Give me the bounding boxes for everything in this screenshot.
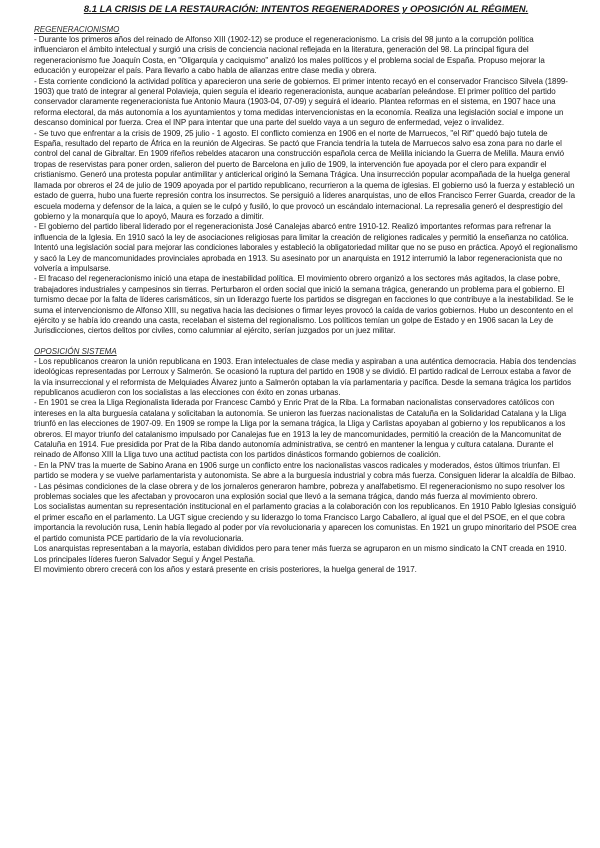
paragraph: - Los republicanos crearon la unión republicana en 1903. Eran intelectuales de clase media y aspiraban a una auténtica democracia. Había dos tendencias ideológicas representadas por Lerroux y Salmerón. Se ocasionó la ruptura del partido en 1908 y se dividió. El partido radical de Lerroux estaba a favor de la vía insurreccional y el reformista de Melquiades Álvarez junto a Salmerón optaban la vía parlamentaria y pacífica. Desde la semana trágica los partidos republicanos acudieron con los socialistas a las elecciones con éxito en zonas urbanas. <box>34 356 577 397</box>
section-regeneracionismo <box>34 25 578 337</box>
section-oposicion-sistema <box>34 347 578 576</box>
paragraph: - En 1901 se crea la Lliga Regionalista liderada por Francesc Cambó y Enric Prat de la Riba. La formaban nacionalistas conservadores católicos con intereses en la alta burguesía catalana y solicitaban la autonomía. Se unieron las fuerzas nacionalistas de Cataluña en la Solidaridad Catalana y la Lliga triunfó en las elecciones de 1907-09. En 1909 se rompe la Lliga por la semana trágica, la Lliga y Carlistas apoyaban al gobierno y los republicanos a los obreros. El mayor triunfo del catalanismo impulsado por Canalejas fue en 1913 la ley de mancomunidades, permitió la creación de la Mancomunitat de Cataluña en 1914. Fue presidida por Prat de la Riba dando autonomía administrativa, se centró en mantener la lengua y cultura catalana. Durante el reinado de Alfonso XIII la Lliga tuvo una actitud pactista con los partidos dinásticos formando gobiernos de coalición. <box>34 398 567 460</box>
paragraph: - El gobierno del partido liberal liderado por el regeneracionista José Canalejas abarcó entre 1910-12. Realizó importantes reformas para refrenar la influencia de la Iglesia. En 1910 sacó la ley de asociaciones religiosas para limitar la creación de religiones radicales y permitió la enseñanza no católica. Intentó una legislación social para mejorar las condiciones laborales y estableció la obligatoriedad militar que no se puso en práctica. Apoyó el regionalismo y sacó la Ley de mancomunidades provinciales aprobada en 1913. Su asesinato por un anarquista en 1912 interrumió la labor regeneracionista que no volvería a impulsarse. <box>34 222 578 273</box>
document-title: 8.1 LA CRISIS DE LA RESTAURACIÓN: INTENTOS REGENERADORES y OPOSICIÓN AL RÉGIMEN. <box>83 4 529 15</box>
paragraph: - Las pésimas condiciones de la clase obrera y de los jornaleros generaron hambre, pobreza y analfabetismo. El regeneracionismo no supo resolver los problemas sociales que les afectaban y provocaron una explosión social que llevó a la semana trágica, dando más fuerza al movimiento obrero. <box>34 481 565 502</box>
section-heading: REGENERACIONISMO <box>34 25 120 34</box>
paragraph: - Durante los primeros años del reinado de Alfonso XIII (1902-12) se produce el regeneracionismo. La crisis del 98 junto a la corrupción política influenciaron el ámbito intelectual y surgió una crisis de conciencia nacional reflejada en la literatura, generación del 98. La principal figura del regeneracionismo fue Joaquín Costa, en "Oligarquía y caciquismo" analizó los males políticos y el problema social de España. Propuso mejorar la educación y europeizar el país. Para llevarlo a cabo habla de alianzas entre clase media y obrera. <box>34 35 545 76</box>
section-heading: OPOSICIÓN SISTEMA <box>34 346 117 356</box>
paragraph: Los socialistas aumentan su representación institucional en el parlamento gracias a la colaboración con los republicanos. En 1910 Pablo Iglesias consiguió el primer escaño en el parlamento. La UGT sigue creciendo y su liderazgo lo toma Francisco Largo Caballero, al igual que el del PSOE, en el que cobra importancia la revolución rusa, Lenin había llegado al poder por vía revolucionaria y aparecen los comunistas. En 1921 un grupo minoritario del PSOE crea el partido comunista PCE partidario de la vía revolucionaria. <box>34 502 577 543</box>
paragraph: - Esta corriente condicionó la actividad política y aparecieron una serie de gobiernos. El primer intento recayó en el conservador Francisco Silvela (1899-1903) que trató de integrar al general Polavieja, quien seguía el ideario regeneracionista, aunque acabarían peleándose. El primer político del partido conservador claramente regeneracionista fue Antonio Maura (1903-04, 07-09) y seguirá el ideario. Plantea reformas en el sistema, en 1907 hace una reforma electoral, da más autonomía a los ayuntamientos y toma medidas intervencionistas en la economía. Realiza una legislación social e impone un descanso dominical por fuerza. Crea el INP para intentar que una parte del sueldo vaya a un seguro de enfermedad, vejez o invalidez. <box>34 76 568 128</box>
paragraph: - El fracaso del regeneracionismo inició una etapa de inestabilidad política. El movimiento obrero organizó a los sectores más agitados, la clase pobre, trabajadores industriales y campesinos sin tierras. Perturbaron el orden social que inició la semana trágica, generando un problema para el gobierno. El turnismo decae por la falta de líderes carismáticos, sin un liderazgo fuerte los partidos se disgregan en facciones lo que contribuye a la inestabilidad. Se le suma el intervencionismo de Alfonso XIII, su negativa hacia las decisiones o firmar leyes provocó la caída de varios gobiernos. Hubo un descontento en el ejército y se había ido creando una casta, recelaban el sistema del regionalismo. Los políticos temían un golpe de Estado y en 1906 sacan la Ley de Jurisdicciones, ciertos delitos por civiles, como calumniar al ejército, serían juzgados por un juez militar. <box>34 274 574 336</box>
paragraph: Los anarquistas representaban a la mayoría, estaban divididos pero para tener más fuerza se agruparon en un mismo sindicato la CNT creada en 1910. Los principales líderes fueron Salvador Seguí y Ángel Pestaña. <box>34 544 567 564</box>
paragraph: El movimiento obrero crecerá con los años y estará presente en crisis posteriores, la huelga general de 1917. <box>34 564 417 574</box>
paragraph: - En la PNV tras la muerte de Sabino Arana en 1906 surge un conflicto entre los nacionalistas vascos radicales y moderados, éstos últimos triunfan. El partido se modera y se vuelve parlamentarista y autonomista. Se abre a la burguesía industrial y cobra más fuerza. Consiguen liderar la alcaldía de Bilbao. <box>34 460 576 481</box>
section-spacer <box>34 337 578 347</box>
paragraph: - Se tuvo que enfrentar a la crisis de 1909, 25 julio - 1 agosto. El conflicto comienza en 1906 en el norte de Marruecos, "el Rif" quedó bajo tutela de España, resultado del reparto de África en la reunión de Algeciras. Se pactó que Francia tendría la tutela de Marruecos salvo esa zona para no darle el control del canal de Gibraltar. En 1909 rifeños rebeldes atacaron una construcción española cerca de Melilla iniciando la Guerra de Melilla. Maura envió tropas de reservistas para poner orden, salieron del puerto de Barcelona en julio de 1909, la intervención fue apoyada por el clero para expandir el cristianismo. Generó una protesta popular antimilitar y anticlerical originó la Semana Trágica. Una insurrección popular acompañada de la huelga general llamada por obreros el 24 de julio de 1909 apoyada por el partido republicano, recurrieron a la quema de iglesias. El gobierno usó la fuerza y estableció un estado de guerra, hubo una fuerte represión contra los insurrectos. Se persiguió a líderes anarquistas, uno de ellos Francisco Ferrer Guarda, creador de la escuela moderna y defensor de la laica, a quien se le culpó y fusiló, lo que provocó un escándalo internacional. La represalia generó el desprestigio del gobierno y la monarquía que lo apoyó, Maura es forzado a dimitir. <box>34 128 576 221</box>
